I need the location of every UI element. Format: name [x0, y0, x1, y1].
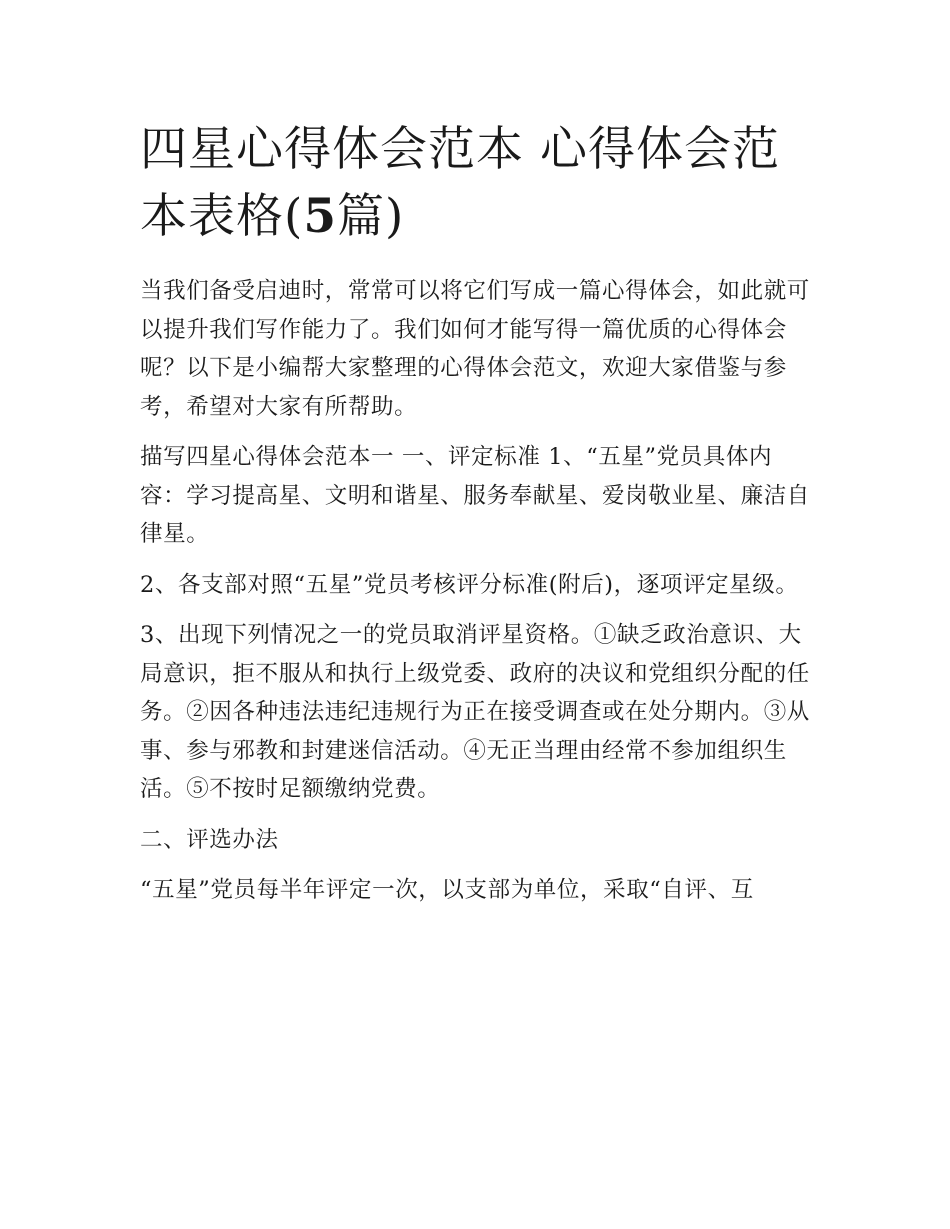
paragraph-intro: 当我们备受启迪时，常常可以将它们写成一篇心得体会，如此就可以提升我们写作能力了。我们如何才能写得一篇优质的心得体会呢？以下是小编帮大家整理的心得体会范文，欢迎大家借鉴与参考，希望对大家有所帮助。 — [140, 278, 810, 420]
paragraph-selection-method: “五星”党员每半年评定一次，以支部为单位，采取“自评、互 — [140, 877, 754, 903]
document-content — [140, 116, 816, 922]
title-part2: 篇) — [337, 189, 405, 244]
title-part1: 四星心得体会范本 心得体会范本表格( — [140, 122, 780, 244]
title-number: 5 — [303, 189, 338, 244]
paragraph-standard-1: 描写四星心得体会范本一 一、评定标准 1、“五星”党员具体内容：学习提高星、文明和谐星、服务奉献星、爱岗敬业星、廉洁自律星。 — [140, 444, 810, 547]
document-title — [140, 116, 816, 250]
paragraph-standard-3: 3、出现下列情况之一的党员取消评星资格。①缺乏政治意识、大局意识，拒不服从和执行上级党委、政府的决议和党组织分配的任务。②因各种违法违纪违规行为正在接受调查或在处分期内。③从事、参与邪教和封建迷信活动。④无正当理由经常不参加组织生活。⑤不按时足额缴纳党费。 — [140, 622, 810, 802]
paragraph-standard-2: 2、各支部对照“五星”党员考核评分标准(附后)，逐项评定星级。 — [140, 571, 799, 598]
paragraph-section-heading: 二、评选办法 — [140, 826, 279, 853]
